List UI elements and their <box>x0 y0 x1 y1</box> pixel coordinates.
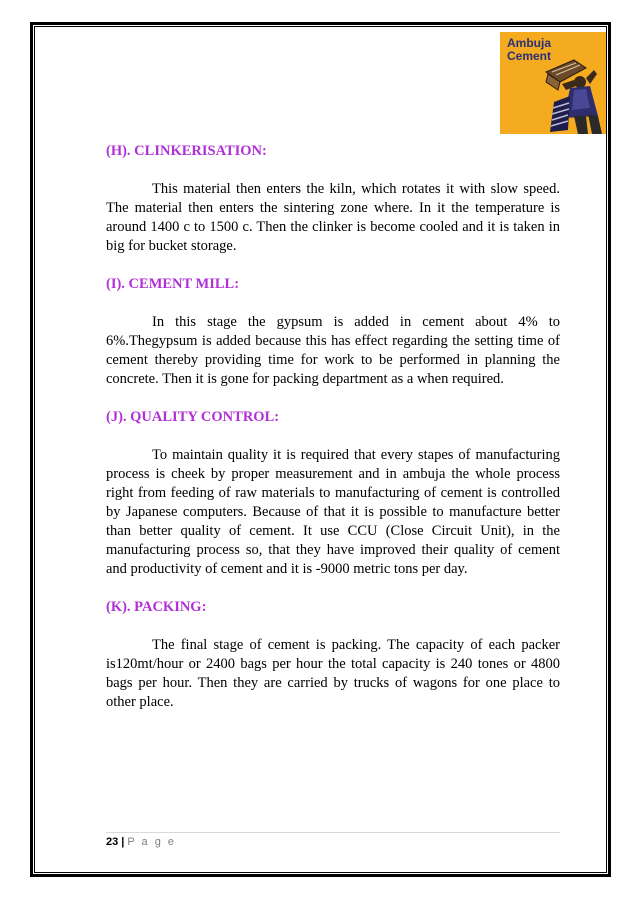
section-heading-clinkerisation: (H). CLINKERISATION: <box>106 143 267 159</box>
section-heading-quality-control: (J). QUALITY CONTROL: <box>106 409 280 425</box>
section-body-clinkerisation: This material then enters the kiln, which rotates it with slow speed. The material then enters the sintering zone where. In it the temperature is around 1400 c to 1500 c. Then the clinker is become cooled and it is taken in big for bucket storage. <box>106 181 560 254</box>
page-footer <box>106 836 176 848</box>
footer-divider <box>106 832 560 833</box>
worker-lifting-cement-bag-icon <box>540 56 606 134</box>
section-heading-cement-mill: (I). CEMENT MILL: <box>106 276 240 292</box>
section-body-packing: The final stage of cement is packing. The capacity of each packer is120mt/hour or 2400 bags per hour the total capacity is 240 tones or 4800 bags per hour. Then they are carried by trucks of wagons for one place to other place. <box>106 637 560 710</box>
section-heading-packing: (K). PACKING: <box>106 599 207 615</box>
section-body-cement-mill: In this stage the gypsum is added in cement about 4% to 6%.Thegypsum is added because this has effect regarding the setting time of cement thereby providing time for work to be performed in planning the concrete. Then it is gone for packing department as a when required. <box>106 314 560 387</box>
page-label: P a g e <box>127 836 176 848</box>
logo-line-2: Cement <box>507 49 552 63</box>
ambuja-cement-logo <box>500 32 606 134</box>
page-content <box>106 142 560 712</box>
section-body-quality-control: To maintain quality it is required that every stapes of manufacturing process is cheek by proper measurement and in ambuja the whole process right from feeding of raw materials to manufacturing of cement is controlled by Japanese computers. Because of that it is possible to manufacture better than better quality of cement. It use CCU (Close Circuit Unit), in the manufacturing process so, that they have improved their quality of cement and productivity of cement and it is -9000 metric tons per day. <box>106 447 560 577</box>
logo-line-1: Ambuja <box>507 36 552 50</box>
footer-separator: | <box>121 836 125 848</box>
page-number: 23 <box>106 836 119 848</box>
